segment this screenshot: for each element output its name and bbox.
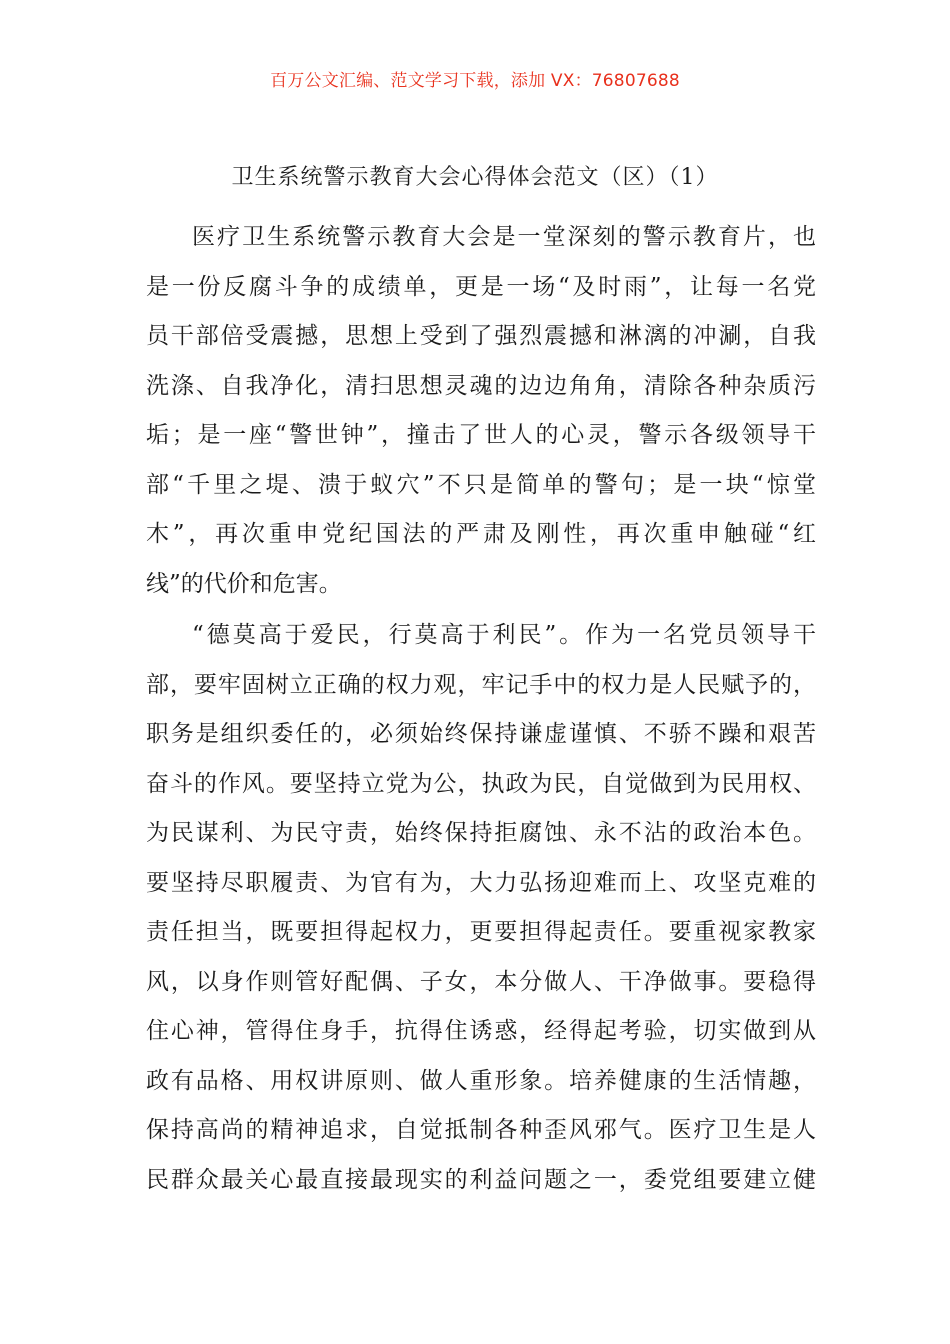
paragraph-line: 洗涤、自我净化，清扫思想灵魂的边边角角，清除各种杂质污 bbox=[146, 372, 816, 399]
paragraph-line: 政有品格、用权讲原则、做人重形象。培养健康的生活情趣， bbox=[146, 1067, 816, 1094]
paragraph-line: 风，以身作则管好配偶、子女，本分做人、干净做事。要稳得 bbox=[146, 968, 816, 995]
paragraph-2 bbox=[146, 611, 816, 1205]
paragraph-line: 部，要牢固树立正确的权力观，牢记手中的权力是人民赋予的， bbox=[146, 671, 816, 698]
document-title: 卫生系统警示教育大会心得体会范文（区）（1） bbox=[231, 165, 719, 190]
paragraph-line: 员干部倍受震撼，思想上受到了强烈震撼和淋漓的冲涮，自我 bbox=[146, 323, 816, 349]
paragraph-1 bbox=[146, 213, 816, 609]
paragraph-line: 奋斗的作风。要坚持立党为公，执政为民，自觉做到为民用权、 bbox=[146, 770, 816, 797]
paragraph-line: 垢；是一座“警世钟”，撞击了世人的心灵，警示各级领导干 bbox=[146, 422, 816, 448]
paragraph-line: 部“千里之堤、溃于蚁穴”不只是简单的警句；是一块“惊堂 bbox=[146, 471, 816, 498]
watermark-header: 百万公文汇编、范文学习下载，添加 VX：76807688 bbox=[270, 71, 680, 91]
paragraph-line: 要坚持尽职履责、为官有为，大力弘扬迎难而上、攻坚克难的 bbox=[146, 869, 816, 896]
paragraph-line: 职务是组织委任的，必须始终保持谦虚谨慎、不骄不躁和艰苦 bbox=[146, 721, 816, 747]
paragraph-line: 木”，再次重申党纪国法的严肃及刚性，再次重申触碰“红 bbox=[146, 521, 816, 547]
paragraph-line: 是一份反腐斗争的成绩单，更是一场“及时雨”，让每一名党 bbox=[146, 273, 816, 300]
paragraph-line: “德莫高于爱民，行莫高于利民”。作为一名党员领导干 bbox=[192, 622, 816, 648]
paragraph-line: 线”的代价和危害。 bbox=[146, 570, 342, 597]
paragraph-line: 为民谋利、为民守责，始终保持拒腐蚀、永不沾的政治本色。 bbox=[146, 820, 816, 846]
paragraph-line: 保持高尚的精神追求，自觉抵制各种歪风邪气。医疗卫生是人 bbox=[146, 1117, 816, 1143]
paragraph-line: 责任担当，既要担得起权力，更要担得起责任。要重视家教家 bbox=[146, 919, 816, 945]
paragraph-line: 住心神，管得住身手，抗得住诱惑，经得起考验，切实做到从 bbox=[146, 1018, 816, 1044]
paragraph-line: 民群众最关心最直接最现实的利益问题之一，委党组要建立健 bbox=[146, 1166, 816, 1193]
paragraph-line: 医疗卫生系统警示教育大会是一堂深刻的警示教育片，也 bbox=[192, 224, 816, 250]
